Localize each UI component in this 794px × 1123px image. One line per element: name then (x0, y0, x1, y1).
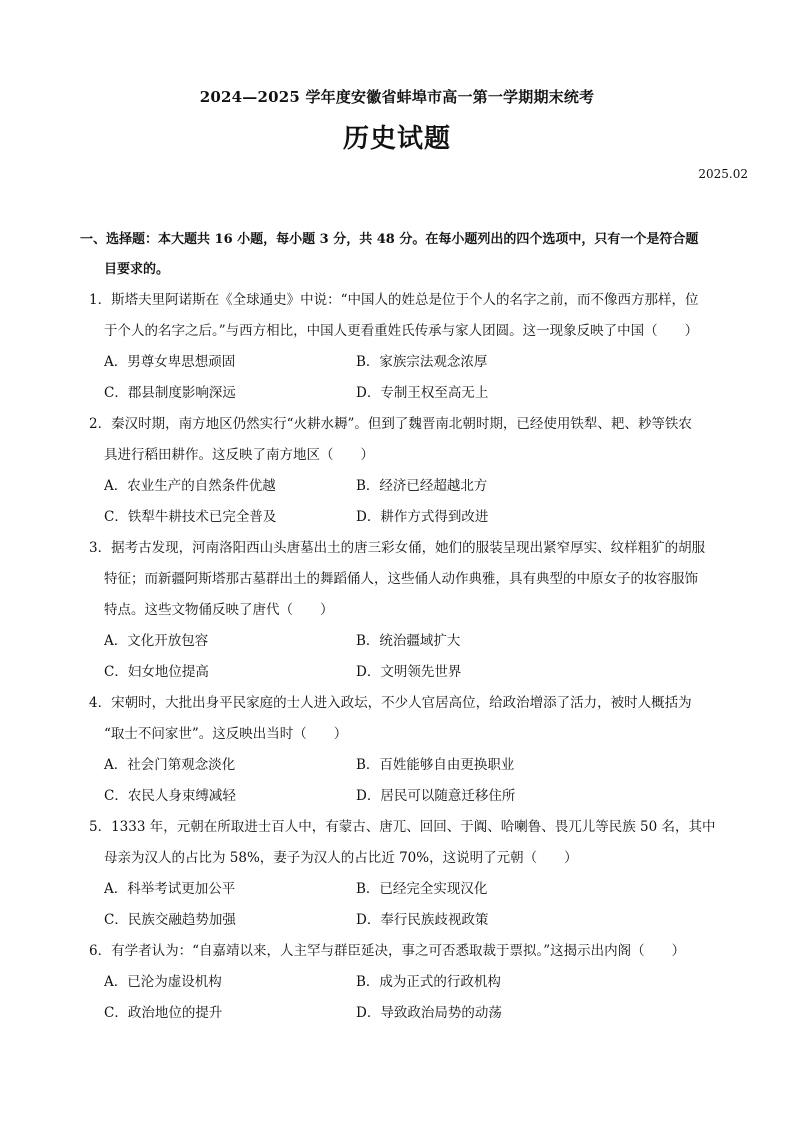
question-stem (80, 812, 722, 874)
section-heading-line1: 一、选择题：本大题共 16 小题，每小题 3 分，共 48 分。在每小题列出的四个选项中，只有一个是符合题 (80, 232, 699, 247)
question-stem-line: 6．有学者认为：“自嘉靖以来，人主罕与群臣延决，事之可否悉取裁于票拟。”这揭示出内阁（ ） (89, 943, 686, 959)
exam-date: 2025.02 (698, 167, 748, 181)
option-d[interactable]: D．居民可以随意迁移住所 (356, 788, 516, 804)
question-list (80, 285, 722, 1029)
option-a[interactable]: A．社会门第观念淡化 (104, 757, 236, 773)
question-stem-line: 于个人的名字之后。”与西方相比，中国人更看重姓氏传承与家人团圆。这一现象反映了中国（ ） (104, 323, 699, 339)
section-heading-line2: 目要求的。 (104, 262, 170, 277)
question-stem-line: 4．宋朝时，大批出身平民家庭的士人进入政坛，不少人官居高位，给政治增添了活力，被时人概括为 (89, 695, 692, 711)
question-stem (80, 285, 722, 347)
question-stem-line: 2．秦汉时期，南方地区仍然实行“火耕水耨”。但到了魏晋南北朝时期，已经使用铁犁、耙、耖等铁农 (89, 416, 692, 432)
option-c[interactable]: C．农民人身束缚减轻 (104, 788, 236, 804)
question-stem (80, 936, 722, 967)
option-b[interactable]: B．百姓能够自由更换职业 (356, 757, 515, 773)
section-heading (80, 225, 722, 285)
question-3 (80, 533, 722, 688)
question-stem-line: 具进行稻田耕作。这反映了南方地区（ ） (104, 447, 374, 463)
options (80, 471, 722, 533)
subject-title: 历史试题 (342, 124, 451, 154)
question-stem-line: 特点。这些文物俑反映了唐代（ ） (104, 602, 334, 618)
option-a[interactable]: A．农业生产的自然条件优越 (104, 478, 276, 494)
question-1 (80, 285, 722, 409)
options (80, 967, 722, 1029)
options (80, 626, 722, 688)
option-d[interactable]: D．奉行民族歧视政策 (356, 912, 489, 928)
option-b[interactable]: B．家族宗法观念浓厚 (356, 354, 488, 370)
options (80, 347, 722, 409)
question-6 (80, 936, 722, 1029)
question-2 (80, 409, 722, 533)
exam-title: 2024—2025 学年度安徽省蚌埠市高一第一学期期末统考 (199, 88, 595, 106)
option-d[interactable]: D．专制王权至高无上 (356, 385, 489, 401)
question-4 (80, 688, 722, 812)
option-c[interactable]: C．铁犁牛耕技术已完全普及 (104, 509, 277, 525)
option-d[interactable]: D．导致政治局势的动荡 (356, 1005, 502, 1021)
question-stem (80, 409, 722, 471)
option-d[interactable]: D．耕作方式得到改进 (356, 509, 489, 525)
question-stem (80, 688, 722, 750)
option-a[interactable]: A．科举考试更加公平 (104, 881, 236, 897)
question-stem-line: 特征；而新疆阿斯塔那古墓群出土的舞蹈俑人，这些俑人动作典雅，具有典型的中原女子的妆容服饰 (104, 571, 698, 587)
question-stem-line: 3．据考古发现，河南洛阳西山头唐墓出土的唐三彩女俑，她们的服装呈现出紧窄厚实、纹样粗犷的胡服 (89, 540, 706, 556)
option-c[interactable]: C．妇女地位提高 (104, 664, 209, 680)
option-b[interactable]: B．统治疆域扩大 (356, 633, 461, 649)
option-b[interactable]: B．成为正式的行政机构 (356, 974, 501, 990)
option-c[interactable]: C．政治地位的提升 (104, 1005, 223, 1021)
option-b[interactable]: B．经济已经超越北方 (356, 478, 488, 494)
option-a[interactable]: A．文化开放包容 (104, 633, 209, 649)
question-stem (80, 533, 722, 626)
question-5 (80, 812, 722, 936)
question-stem-line: “取士不问家世”。这反映出当时（ ） (104, 726, 348, 742)
option-d[interactable]: D．文明领先世界 (356, 664, 462, 680)
option-a[interactable]: A．已沦为虚设机构 (104, 974, 222, 990)
question-stem-line: 母亲为汉人的占比为 58%，妻子为汉人的占比近 70%，这说明了元朝（ ） (104, 850, 578, 866)
options (80, 874, 722, 936)
question-stem-line: 1．斯塔夫里阿诺斯在《全球通史》中说：“中国人的姓总是位于个人的名字之前，而不像西方那样，位 (89, 292, 699, 308)
option-c[interactable]: C．郡县制度影响深远 (104, 385, 236, 401)
option-c[interactable]: C．民族交融趋势加强 (104, 912, 236, 928)
question-stem-line: 5．1333 年，元朝在所取进士百人中，有蒙古、唐兀、回回、于阗、哈喇鲁、畏兀儿等民族 50 名，其中 (89, 819, 716, 835)
options (80, 750, 722, 812)
option-b[interactable]: B．已经完全实现汉化 (356, 881, 488, 897)
option-a[interactable]: A．男尊女卑思想顽固 (104, 354, 236, 370)
